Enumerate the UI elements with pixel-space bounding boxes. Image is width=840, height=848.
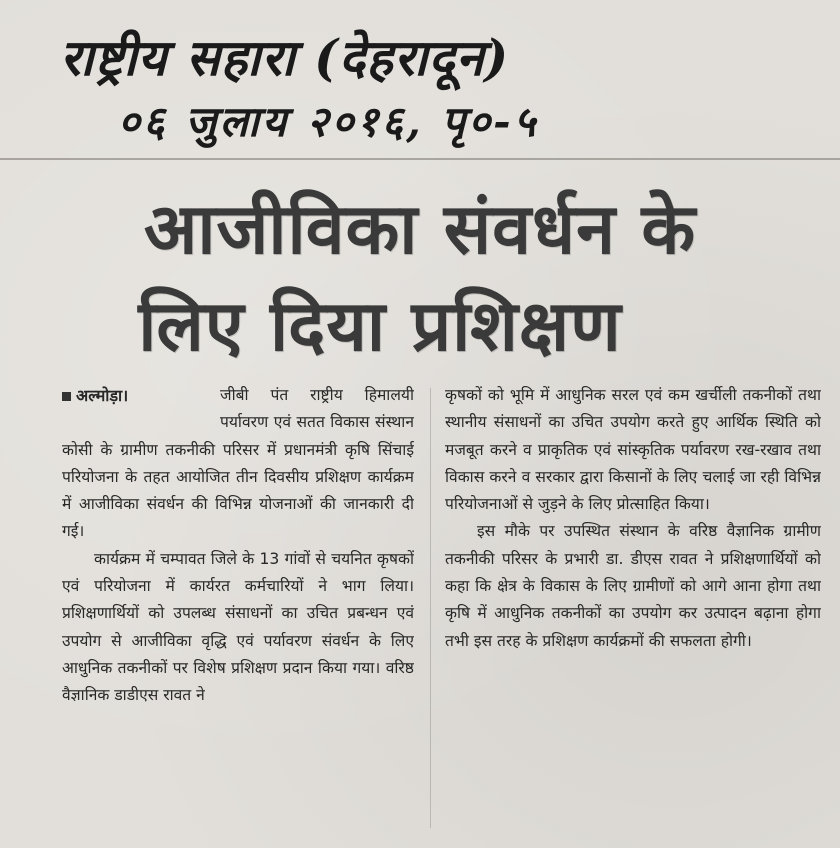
handwritten-source: राष्ट्रीय सहारा (देहरादून) [60, 28, 510, 87]
paragraph-intro: जीबी पंत राष्ट्रीय हिमालयी पर्यावरण एवं सतत विकास संस्थान कोसी के ग्रामीण तकनीकी परिसर में प्रधानमंत्री कृषि सिंचाई परियोजना के तहत आयोजित तीन दिवसीय प्रशिक्षण कार्यक्रम में आजीविका संवर्धन की विभिन्न योजनाओं की जानकारी दी गई। [62, 386, 414, 541]
dateline [62, 382, 212, 436]
article-column-right [445, 382, 821, 832]
headline-line-2: लिए दिया प्रशिक्षण [138, 285, 622, 367]
paragraph-farmers: कृषकों को भूमि में आधुनिक सरल एवं कम खर्चीली तकनीकों तथा स्थानीय संसाधनों का उचित उपयोग करते हुए आर्थिक स्थिति को मजबूत करने व प्राकृतिक एवं सांस्कृतिक पर्यावरण रख-रखाव तथा विकास करने व सरकार द्वारा किसानों के लिए चलाई जा रही विभिन्न परियोजनाओं से जुड़ने के लिए प्रोत्साहित किया। [445, 386, 821, 514]
paragraph-statement: इस मौके पर उपस्थित संस्थान के वरिष्ठ वैज्ञानिक ग्रामीण तकनीकी परिसर के प्रभारी डा. डीएस रावत ने प्रशिक्षणार्थियों को कहा कि क्षेत्र के विकास के लिए ग्रामीणों को आगे आना होगा तथा कृषि में आधुनिक तकनीकों का उपयोग कर उत्पादन बढ़ाना होगा तभी इस तरह के प्रशिक्षण कार्यक्रमों की सफलता होगी। [445, 522, 821, 650]
paragraph-program: कार्यक्रम में चम्पावत जिले के 13 गांवों से चयनित कृषकों एवं परियोजना में कार्यरत कर्मचारियों ने भाग लिया। प्रशिक्षणार्थियों को उपलब्ध संसाधनों का उचित प्रबन्धन एवं उपयोग से आजीविका वृद्धि एवं पर्यावरण संवर्धन के लिए आधुनिक तकनीकों पर विशेष प्रशिक्षण प्रदान किया गया। वरिष्ठ वैज्ञानिक डाडीएस रावत ने [62, 549, 414, 705]
article-column-left [62, 382, 414, 832]
dateline-text: अल्मोड़ा। [76, 386, 129, 405]
clipping-edge [0, 158, 840, 160]
handwritten-date: ०६ जुलाय २०१६, पृ०-५ [118, 97, 539, 146]
headline-line-1: आजीविका संवर्धन के [143, 188, 697, 270]
square-bullet-icon [62, 392, 71, 401]
column-divider [430, 388, 431, 828]
